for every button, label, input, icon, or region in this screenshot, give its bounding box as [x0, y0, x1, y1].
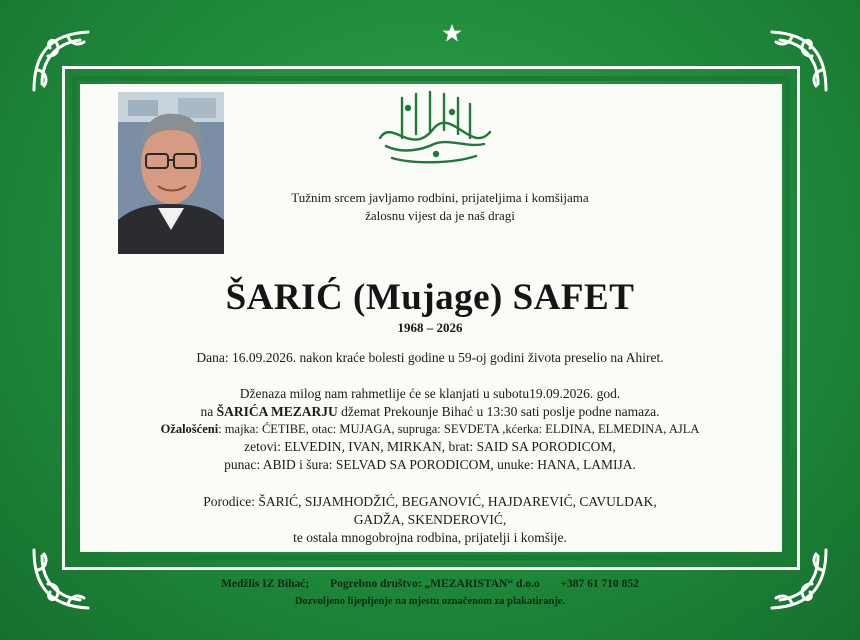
families-line: GADŽA, SKENDEROVIĆ, [353, 512, 507, 527]
intro-line: žalosnu vijest da je naš dragi [365, 208, 515, 223]
dana-text: 16.09.2026. nakon kraće bolesti godine u 59-oj godini života preselio na Ahiret. [232, 350, 664, 365]
mourners-text: : majka: ĆETIBE, otac: MUJAGA, supruga: SEVDETA ,kćerka: ELDINA, ELMEDINA, AJLA [218, 422, 700, 436]
footer-funeral: Pogrebno društvo: „MEZARISTAN“ d.o.o [330, 578, 540, 590]
families-line: te ostala mnogobrojna rodbina, prijatelji i komšije. [293, 530, 567, 545]
death-date-line [90, 350, 770, 366]
footer-line [120, 578, 740, 590]
deceased-name: ŠARIĆ (Mujage) SAFET [225, 277, 635, 318]
footer-notice: Dozvoljeno lijepljenje na mjestu označenom za plakatiranje. [294, 596, 566, 607]
dana-label: Dana: [196, 350, 229, 365]
cemetery-name: ŠARIĆA MEZARJU [216, 404, 338, 419]
arabic-calligraphy-icon [372, 88, 496, 168]
cemetery-suffix: džemat Prekounje Bihać u 13:30 sati poslje podne namaza. [341, 404, 660, 419]
crescent-star-icon [408, 6, 468, 62]
intro-line: Tužnim srcem javljamo rodbini, prijateljima i komšijama [291, 190, 589, 205]
mourners-label: Ožalošćeni [160, 422, 219, 436]
footer-org: Medžlis IZ Bihać; [221, 578, 310, 590]
portrait-photo [118, 92, 224, 254]
footer-phone: +387 61 710 852 [560, 578, 639, 590]
mourners-line: zetovi: ELVEDIN, IVAN, MIRKAN, brat: SAID SA PORODICOM, [244, 439, 616, 454]
cemetery-prefix: na [200, 404, 214, 419]
mourners-line [90, 422, 770, 437]
cemetery-line [90, 404, 770, 420]
mourners-line: punac: ABID i šura: SELVAD SA PORODICOM, unuke: HANA, LAMIJA. [224, 457, 636, 472]
funeral-date-line: Dženaza milog nam rahmetlije će se klanjati u subotu19.09.2026. god. [239, 386, 621, 401]
life-years: 1968 – 2026 [397, 320, 463, 335]
intro-text [230, 189, 650, 225]
families-line: Porodice: ŠARIĆ, SIJAMHODŽIĆ, BEGANOVIĆ, HAJDAREVIĆ, CAVULDAK, [203, 494, 657, 509]
